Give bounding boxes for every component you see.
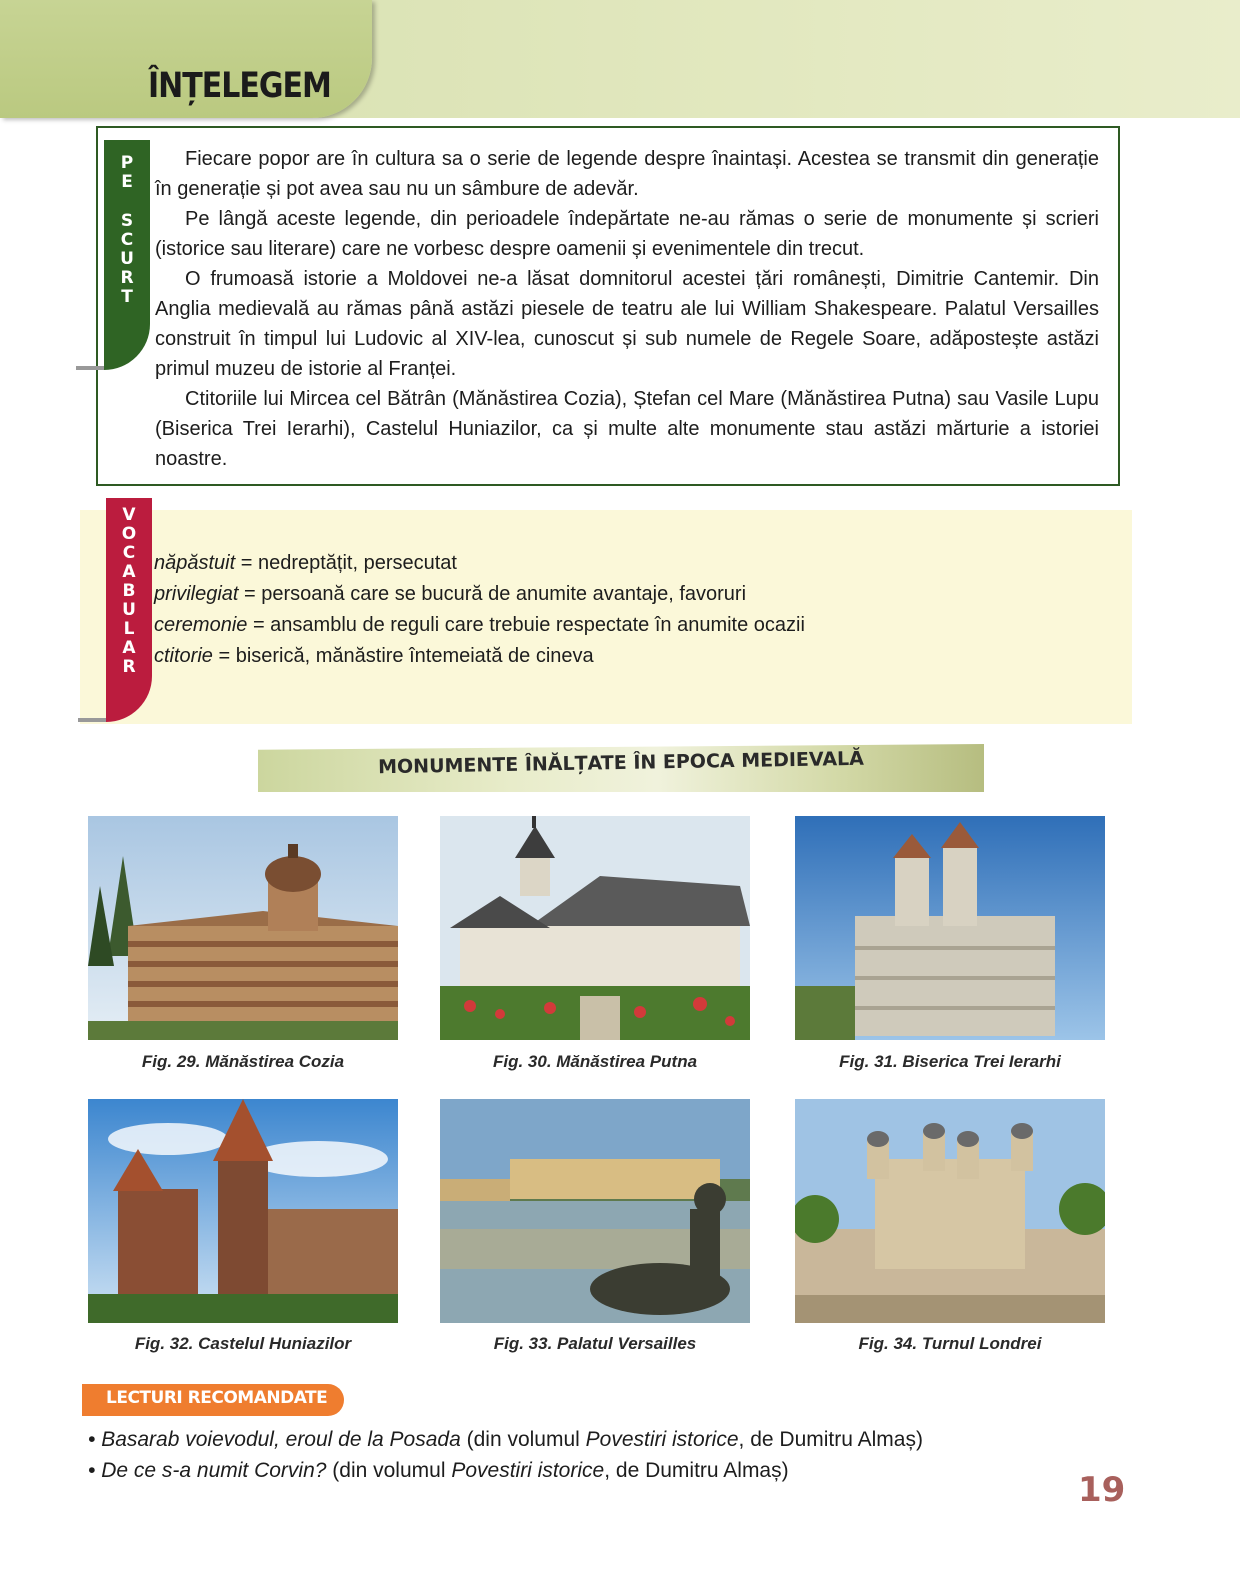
label-letter: L (123, 619, 135, 639)
vocabulary-list (154, 548, 1054, 672)
figure-caption: Fig. 34. Turnul Londrei (858, 1334, 1042, 1353)
label-letter: E (121, 172, 133, 192)
putna-monastery-photo (440, 816, 750, 1040)
vocabulary-entry: ctitorie = biserică, mănăstire întemeiată de cineva (154, 645, 594, 667)
label-letter: A (122, 562, 136, 582)
summary-paragraph: Fiecare popor are în cultura sa o serie de legende despre înaintași. Acestea se transmit din generație în generație și pot avea sau nu un sâmbure de adevăr. (155, 148, 1099, 200)
trei-ierarhi-church-photo (795, 816, 1105, 1040)
reading-item: • Basarab voievodul, eroul de la Posada (din volumul Povestiri istorice, de Dumitru Almaș) (88, 1428, 923, 1451)
tower-of-london-photo (795, 1099, 1105, 1323)
label-letter: T (121, 287, 133, 307)
label-letter: O (121, 524, 137, 544)
label-letter: C (122, 543, 136, 563)
pe-scurt-label (104, 140, 150, 370)
versailles-palace-photo (440, 1099, 750, 1323)
summary-text (155, 144, 1099, 474)
summary-paragraph: Pe lângă aceste legende, din perioadele îndepărtate ne-au rămas o serie de monumente și scrieri (istorice sau literare) care ne vorbesc despre oamenii și evenimentele din trecut. (155, 208, 1099, 260)
figure-caption: Fig. 29. Mănăstirea Cozia (141, 1052, 345, 1071)
figure-caption: Fig. 33. Palatul Versailles (493, 1334, 697, 1353)
vocabulary-entry: năpăstuit = nedreptățit, persecutat (154, 552, 457, 574)
vocabulary-entry: ceremonie = ansamblu de reguli care trebuie respectate în anumite ocazii (154, 614, 805, 636)
page-title: ÎNȚELEGEM (148, 66, 331, 107)
label-letter: P (120, 153, 134, 173)
page-number: 19 (1078, 1470, 1126, 1510)
label-letter: U (120, 249, 134, 269)
recommended-readings-title: LECTURI RECOMANDATE (106, 1388, 328, 1408)
monuments-banner-title: MONUMENTE ÎNĂLȚATE ÎN EPOCA MEDIEVALĂ (377, 747, 865, 779)
figure-caption: Fig. 31. Biserica Trei Ierarhi (839, 1052, 1061, 1071)
label-letter: S (120, 211, 134, 231)
label-letter: C (120, 230, 134, 250)
label-letter: A (122, 638, 136, 658)
summary-paragraph: Ctitoriile lui Mircea cel Bătrân (Mănăstirea Cozia), Ștefan cel Mare (Mănăstirea Putna) sau Vasile Lupu (Biserica Trei Ierarhi), Castelul Huniazilor, ca și multe alte monumente stau astăzi mărturie a istoriei noastre. (155, 388, 1099, 470)
cozia-monastery-photo (88, 816, 398, 1040)
figure-caption: Fig. 30. Mănăstirea Putna (492, 1052, 698, 1071)
readings-list (88, 1424, 1088, 1486)
vocabular-label (106, 498, 152, 722)
label-letter: R (122, 657, 136, 677)
reading-item: • De ce s-a numit Corvin? (din volumul Povestiri istorice, de Dumitru Almaș) (88, 1459, 789, 1482)
figure-caption: Fig. 32. Castelul Huniazilor (134, 1334, 352, 1353)
label-letter: R (120, 268, 134, 288)
vocabulary-entry: privilegiat = persoană care se bucură de anumite avantaje, favoruri (154, 583, 747, 605)
label-letter: V (122, 505, 136, 525)
label-letter: B (122, 581, 136, 601)
summary-paragraph: O frumoasă istorie a Moldovei ne-a lăsat domnitorul acestei țări românești, Dimitrie Cantemir. Din Anglia medievală au rămas până astăzi piesele de teatru ale lui William Shakespeare. Palatul Versailles construit în timpul lui Ludovic al XIV-lea, cunoscut și sub numele de Regele Soare, adăpostește astăzi primul muzeu de istorie al Franței. (155, 268, 1099, 380)
huniazi-castle-photo (88, 1099, 398, 1323)
label-letter: U (122, 600, 136, 620)
